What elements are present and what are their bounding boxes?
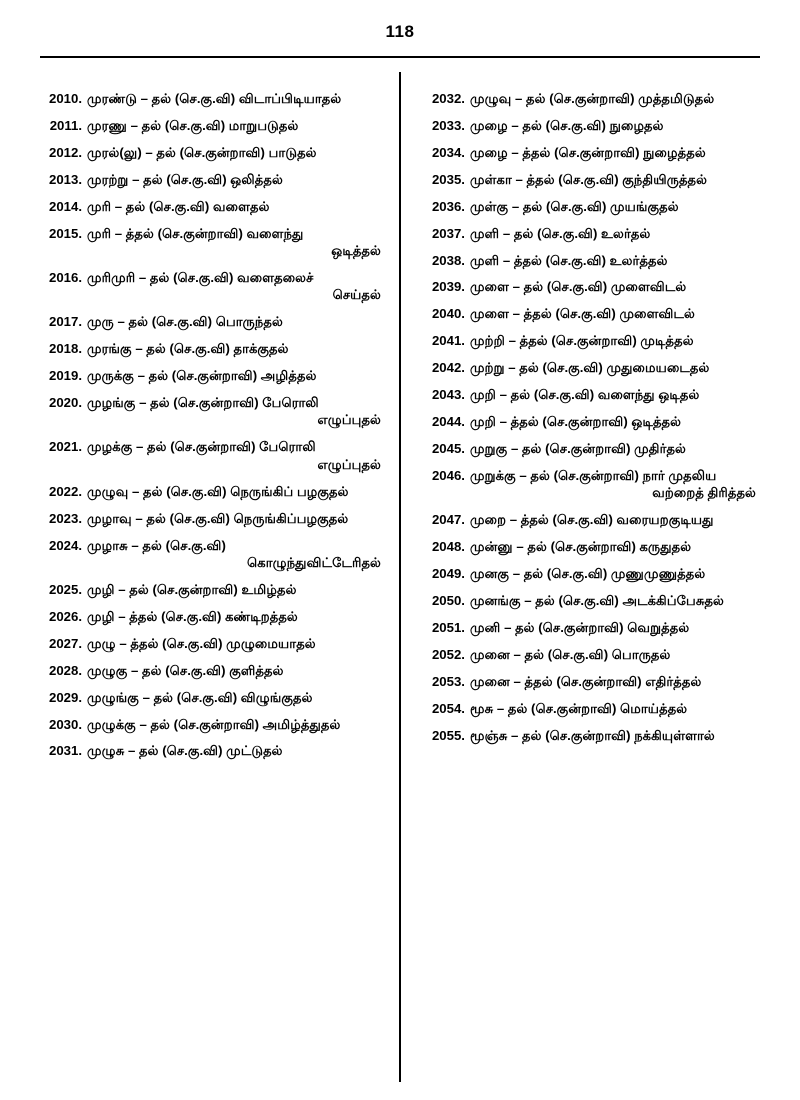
dictionary-entry xyxy=(423,511,760,528)
entry-text: முனை – த்தல் (செ.குன்றாவி) எதிர்த்தல் xyxy=(469,673,702,689)
dictionary-entry xyxy=(40,394,385,429)
dictionary-entry xyxy=(423,646,760,663)
entry-number: 2047. xyxy=(431,512,465,528)
dictionary-entry xyxy=(423,538,760,555)
entry-text: முற்றி – த்தல் (செ.குன்றாவி) முடித்தல் xyxy=(469,333,694,349)
entry-number: 2030. xyxy=(48,716,82,732)
dictionary-entry xyxy=(423,592,760,609)
dictionary-entry xyxy=(423,171,760,188)
dictionary-entry xyxy=(423,386,760,403)
entry-text: முனி – தல் (செ.குன்றாவி) வெறுத்தல் xyxy=(469,619,690,635)
entry-text-wrapper xyxy=(470,646,760,663)
entry-number: 2013. xyxy=(48,171,82,187)
entry-text-wrapper xyxy=(470,619,760,636)
entry-text: முற்று – தல் (செ.கு.வி) முதுமையடைதல் xyxy=(469,360,710,376)
dictionary-entry xyxy=(423,359,760,376)
dictionary-entry xyxy=(423,225,760,242)
entry-text-continuation: ஒடித்தல் xyxy=(331,243,381,259)
entry-text: முழி – தல் (செ.குன்றாவி) உமிழ்தல் xyxy=(87,581,297,597)
entry-number: 2033. xyxy=(431,117,465,133)
entry-text-wrapper xyxy=(87,742,385,759)
entry-number: 2029. xyxy=(48,689,82,705)
entry-text: முழுங்கு – தல் (செ.கு.வி) விழுங்குதல் xyxy=(87,689,313,705)
dictionary-entry xyxy=(423,278,760,295)
dictionary-entry xyxy=(40,608,385,625)
entry-number: 2026. xyxy=(48,608,82,624)
dictionary-entry xyxy=(40,483,385,500)
dictionary-entry xyxy=(40,581,385,598)
entry-number: 2020. xyxy=(48,395,82,411)
two-column-body xyxy=(40,72,760,1082)
dictionary-entry xyxy=(40,438,385,473)
dictionary-entry xyxy=(40,662,385,679)
entry-text-wrapper xyxy=(470,511,760,528)
dictionary-entry xyxy=(40,225,385,260)
entry-text-wrapper xyxy=(87,483,385,500)
dictionary-entry xyxy=(423,467,760,502)
entry-text-wrapper xyxy=(470,305,760,322)
entry-text-wrapper xyxy=(470,332,760,349)
dictionary-entry xyxy=(423,619,760,636)
dictionary-entry xyxy=(423,727,760,744)
entry-text-wrapper xyxy=(87,635,385,652)
entry-text: முருக்கு – தல் (செ.குன்றாவி) அழித்தல் xyxy=(87,368,317,384)
entry-text-wrapper xyxy=(470,413,760,430)
right-column xyxy=(401,72,760,1082)
entry-number: 2049. xyxy=(431,566,465,582)
entry-text-wrapper xyxy=(87,117,385,134)
entry-number: 2050. xyxy=(431,593,465,609)
dictionary-entry xyxy=(40,269,385,304)
entry-text-wrapper xyxy=(87,394,385,429)
entry-number: 2034. xyxy=(431,144,465,160)
entry-text-wrapper xyxy=(470,252,760,269)
dictionary-entry xyxy=(423,332,760,349)
entry-text-wrapper xyxy=(470,592,760,609)
entry-text-wrapper xyxy=(87,171,385,188)
entry-text-wrapper xyxy=(470,198,760,215)
dictionary-entry xyxy=(423,90,760,107)
entry-text-wrapper xyxy=(470,90,760,107)
entry-text-wrapper xyxy=(87,313,385,330)
dictionary-entry xyxy=(40,144,385,161)
entry-text: முறுகு – தல் (செ.குன்றாவி) முதிர்தல் xyxy=(469,440,687,456)
entry-text: முளை – த்தல் (செ.கு.வி) முளைவிடல் xyxy=(469,306,695,322)
entry-text: முரண்டு – தல் (செ.கு.வி) விடாப்பிடியாதல் xyxy=(87,91,342,106)
entry-number: 2025. xyxy=(48,581,82,597)
entry-number: 2010. xyxy=(48,91,82,106)
entry-text-wrapper xyxy=(470,727,760,744)
dictionary-entry xyxy=(40,367,385,384)
entry-text: முறி – தல் (செ.கு.வி) வளைந்து ஒடிதல் xyxy=(469,387,700,403)
entry-text-wrapper xyxy=(87,340,385,357)
entry-text-wrapper xyxy=(87,581,385,598)
header-rule xyxy=(40,56,760,58)
dictionary-entry xyxy=(40,313,385,330)
entry-text-wrapper xyxy=(87,608,385,625)
entry-number: 2022. xyxy=(48,483,82,499)
entry-text-wrapper xyxy=(87,438,385,473)
entry-number: 2023. xyxy=(48,510,82,526)
entry-text: முழாசு – தல் (செ.கு.வி) xyxy=(87,537,226,553)
entry-number: 2045. xyxy=(431,440,465,456)
dictionary-entry xyxy=(423,117,760,134)
entry-text: முறுக்கு – தல் (செ.குன்றாவி) நார் முதலிய xyxy=(469,467,717,483)
entry-number: 2042. xyxy=(431,360,465,376)
entry-number: 2044. xyxy=(431,414,465,430)
entry-number: 2053. xyxy=(431,673,465,689)
entry-text-wrapper xyxy=(87,537,385,572)
entry-text: முறி – த்தல் (செ.குன்றாவி) ஒடித்தல் xyxy=(469,414,682,430)
left-column xyxy=(40,72,399,1082)
entry-text-wrapper xyxy=(470,386,760,403)
entry-text-continuation: எழுப்புதல் xyxy=(317,412,381,428)
dictionary-entry xyxy=(40,117,385,134)
entry-number: 2021. xyxy=(48,439,82,455)
dictionary-entry xyxy=(423,413,760,430)
entry-text: முழை – தல் (செ.கு.வி) நுழைதல் xyxy=(469,117,664,133)
entry-text: முரு – தல் (செ.கு.வி) பொருந்தல் xyxy=(87,314,283,330)
entry-text: முரற்று – தல் (செ.கு.வி) ஒலித்தல் xyxy=(87,171,283,187)
entry-number: 2052. xyxy=(431,646,465,662)
entry-number: 2017. xyxy=(48,314,82,330)
dictionary-entry xyxy=(423,673,760,690)
dictionary-entry xyxy=(40,716,385,733)
entry-text-wrapper xyxy=(87,689,385,706)
entry-text: முளை – தல் (செ.கு.வி) முளைவிடல் xyxy=(469,279,687,295)
dictionary-entry xyxy=(423,252,760,269)
entry-number: 2015. xyxy=(48,225,82,241)
entry-text-wrapper xyxy=(470,171,760,188)
dictionary-entry xyxy=(40,537,385,572)
entry-text-wrapper xyxy=(470,359,760,376)
entry-text-wrapper xyxy=(87,225,385,260)
entry-text-wrapper xyxy=(87,269,385,304)
dictionary-entry xyxy=(40,198,385,215)
entry-text: முன்னு – தல் (செ.குன்றாவி) கருதுதல் xyxy=(469,539,692,555)
entry-text-wrapper xyxy=(87,144,385,161)
entry-number: 2054. xyxy=(431,700,465,716)
entry-text: முரல்(லு) – தல் (செ.குன்றாவி) பாடுதல் xyxy=(87,144,317,160)
entry-text-wrapper xyxy=(470,467,760,502)
entry-text-wrapper xyxy=(470,700,760,717)
dictionary-entry xyxy=(423,700,760,717)
entry-text-wrapper xyxy=(87,662,385,679)
entry-text: மூசு – தல் (செ.குன்றாவி) மொய்த்தல் xyxy=(469,700,688,716)
dictionary-entry xyxy=(423,144,760,161)
dictionary-entry xyxy=(423,305,760,322)
entry-text-wrapper xyxy=(87,367,385,384)
entry-text: முழாவு – தல் (செ.கு.வி) நெருங்கிப்பழகுதல் xyxy=(87,510,349,526)
entry-text: மூஞ்சு – தல் (செ.குன்றாவி) நக்கியுள்ளால் xyxy=(469,727,715,743)
entry-text: முளி – தல் (செ.கு.வி) உலர்தல் xyxy=(469,225,651,241)
dictionary-entry xyxy=(40,742,385,759)
entry-number: 2035. xyxy=(431,171,465,187)
entry-number: 2043. xyxy=(431,387,465,403)
entry-text-wrapper xyxy=(470,278,760,295)
entry-text-wrapper xyxy=(87,198,385,215)
entry-text-wrapper xyxy=(87,510,385,527)
entry-number: 2014. xyxy=(48,198,82,214)
dictionary-entry xyxy=(40,171,385,188)
entry-number: 2039. xyxy=(431,279,465,295)
dictionary-entry xyxy=(40,90,385,107)
entry-text-wrapper xyxy=(470,225,760,242)
entry-number: 2012. xyxy=(48,144,82,160)
entry-text-continuation: வற்றைத் திரித்தல் xyxy=(652,485,756,501)
entry-text: முளி – த்தல் (செ.கு.வி) உலர்த்தல் xyxy=(469,252,668,268)
entry-number: 2046. xyxy=(431,467,465,483)
entry-number: 2036. xyxy=(431,198,465,214)
entry-number: 2011. xyxy=(49,117,82,133)
entry-number: 2037. xyxy=(431,225,465,241)
entry-text: முனங்கு – தல் (செ.கு.வி) அடக்கிப்பேசுதல் xyxy=(469,593,724,609)
entry-number: 2024. xyxy=(48,537,82,553)
entry-text: முழுகு – தல் (செ.கு.வி) குளித்தல் xyxy=(87,662,284,678)
entry-text: முழுவு – தல் (செ.கு.வி) நெருங்கிப் பழகுதல் xyxy=(87,483,349,499)
entry-text-continuation: எழுப்புதல் xyxy=(317,456,381,472)
entry-text: முரி – த்தல் (செ.குன்றாவி) வளைந்து xyxy=(87,225,304,241)
entry-text: முழுசு – தல் (செ.கு.வி) முட்டுதல் xyxy=(87,743,283,759)
page-number: 118 xyxy=(385,22,415,41)
entry-text-wrapper xyxy=(470,117,760,134)
entry-number: 2018. xyxy=(48,341,82,357)
dictionary-entry xyxy=(40,510,385,527)
entry-text-wrapper xyxy=(87,90,385,107)
dictionary-entry xyxy=(40,635,385,652)
entry-text: முரணு – தல் (செ.கு.வி) மாறுபடுதல் xyxy=(87,117,299,133)
entry-number: 2031. xyxy=(48,743,82,759)
entry-text: முரிமுரி – தல் (செ.கு.வி) வளைதலைச் xyxy=(87,269,314,285)
entry-text: முழுவு – தல் (செ.குன்றாவி) முத்தமிடுதல் xyxy=(469,91,715,106)
dictionary-entry xyxy=(423,440,760,457)
entry-text: முனகு – தல் (செ.கு.வி) முணுமுணுத்தல் xyxy=(469,566,706,582)
entry-text: முனை – தல் (செ.கு.வி) பொருதல் xyxy=(469,646,671,662)
entry-number: 2016. xyxy=(48,269,82,285)
entry-text-wrapper xyxy=(470,673,760,690)
dictionary-entry xyxy=(423,198,760,215)
entry-number: 2041. xyxy=(431,333,465,349)
entry-text: முழை – த்தல் (செ.குன்றாவி) நுழைத்தல் xyxy=(469,144,706,160)
entry-text-wrapper xyxy=(470,565,760,582)
entry-number: 2032. xyxy=(431,91,465,106)
entry-text: முழுக்கு – தல் (செ.குன்றாவி) அமிழ்த்துதல் xyxy=(87,716,341,732)
entry-text-wrapper xyxy=(470,440,760,457)
entry-text: முழங்கு – தல் (செ.குன்றாவி) பேரொலி xyxy=(87,395,319,411)
entry-text-continuation: செய்தல் xyxy=(332,287,381,303)
dictionary-entry xyxy=(423,565,760,582)
entry-number: 2040. xyxy=(431,306,465,322)
entry-text: முரங்கு – தல் (செ.கு.வி) தாக்குதல் xyxy=(87,341,289,357)
entry-number: 2019. xyxy=(48,368,82,384)
entry-text: முறை – த்தல் (செ.கு.வி) வரையறகுடியது xyxy=(469,512,714,528)
entry-number: 2048. xyxy=(431,539,465,555)
entry-text-wrapper xyxy=(87,716,385,733)
entry-number: 2038. xyxy=(431,252,465,268)
entry-number: 2051. xyxy=(431,619,465,635)
entry-text: முள்கா – த்தல் (செ.கு.வி) குந்தியிருத்தல் xyxy=(469,171,708,187)
entry-text: முழு – த்தல் (செ.கு.வி) முழுமையாதல் xyxy=(87,635,316,651)
entry-number: 2055. xyxy=(431,727,465,743)
entry-text: முள்கு – தல் (செ.கு.வி) முயங்குதல் xyxy=(469,198,679,214)
entry-text: முழி – த்தல் (செ.கு.வி) கண்டிறத்தல் xyxy=(87,608,298,624)
dictionary-entry xyxy=(40,689,385,706)
entry-text: முழக்கு – தல் (செ.குன்றாவி) பேரொலி xyxy=(87,439,316,455)
entry-text-continuation: கொழுந்துவிட்டேரிதல் xyxy=(247,555,381,571)
entry-number: 2027. xyxy=(48,635,82,651)
entry-text-wrapper xyxy=(470,538,760,555)
entry-number: 2028. xyxy=(48,662,82,678)
entry-text: முரி – தல் (செ.கு.வி) வளைதல் xyxy=(87,198,270,214)
entry-text-wrapper xyxy=(470,144,760,161)
dictionary-entry xyxy=(40,340,385,357)
